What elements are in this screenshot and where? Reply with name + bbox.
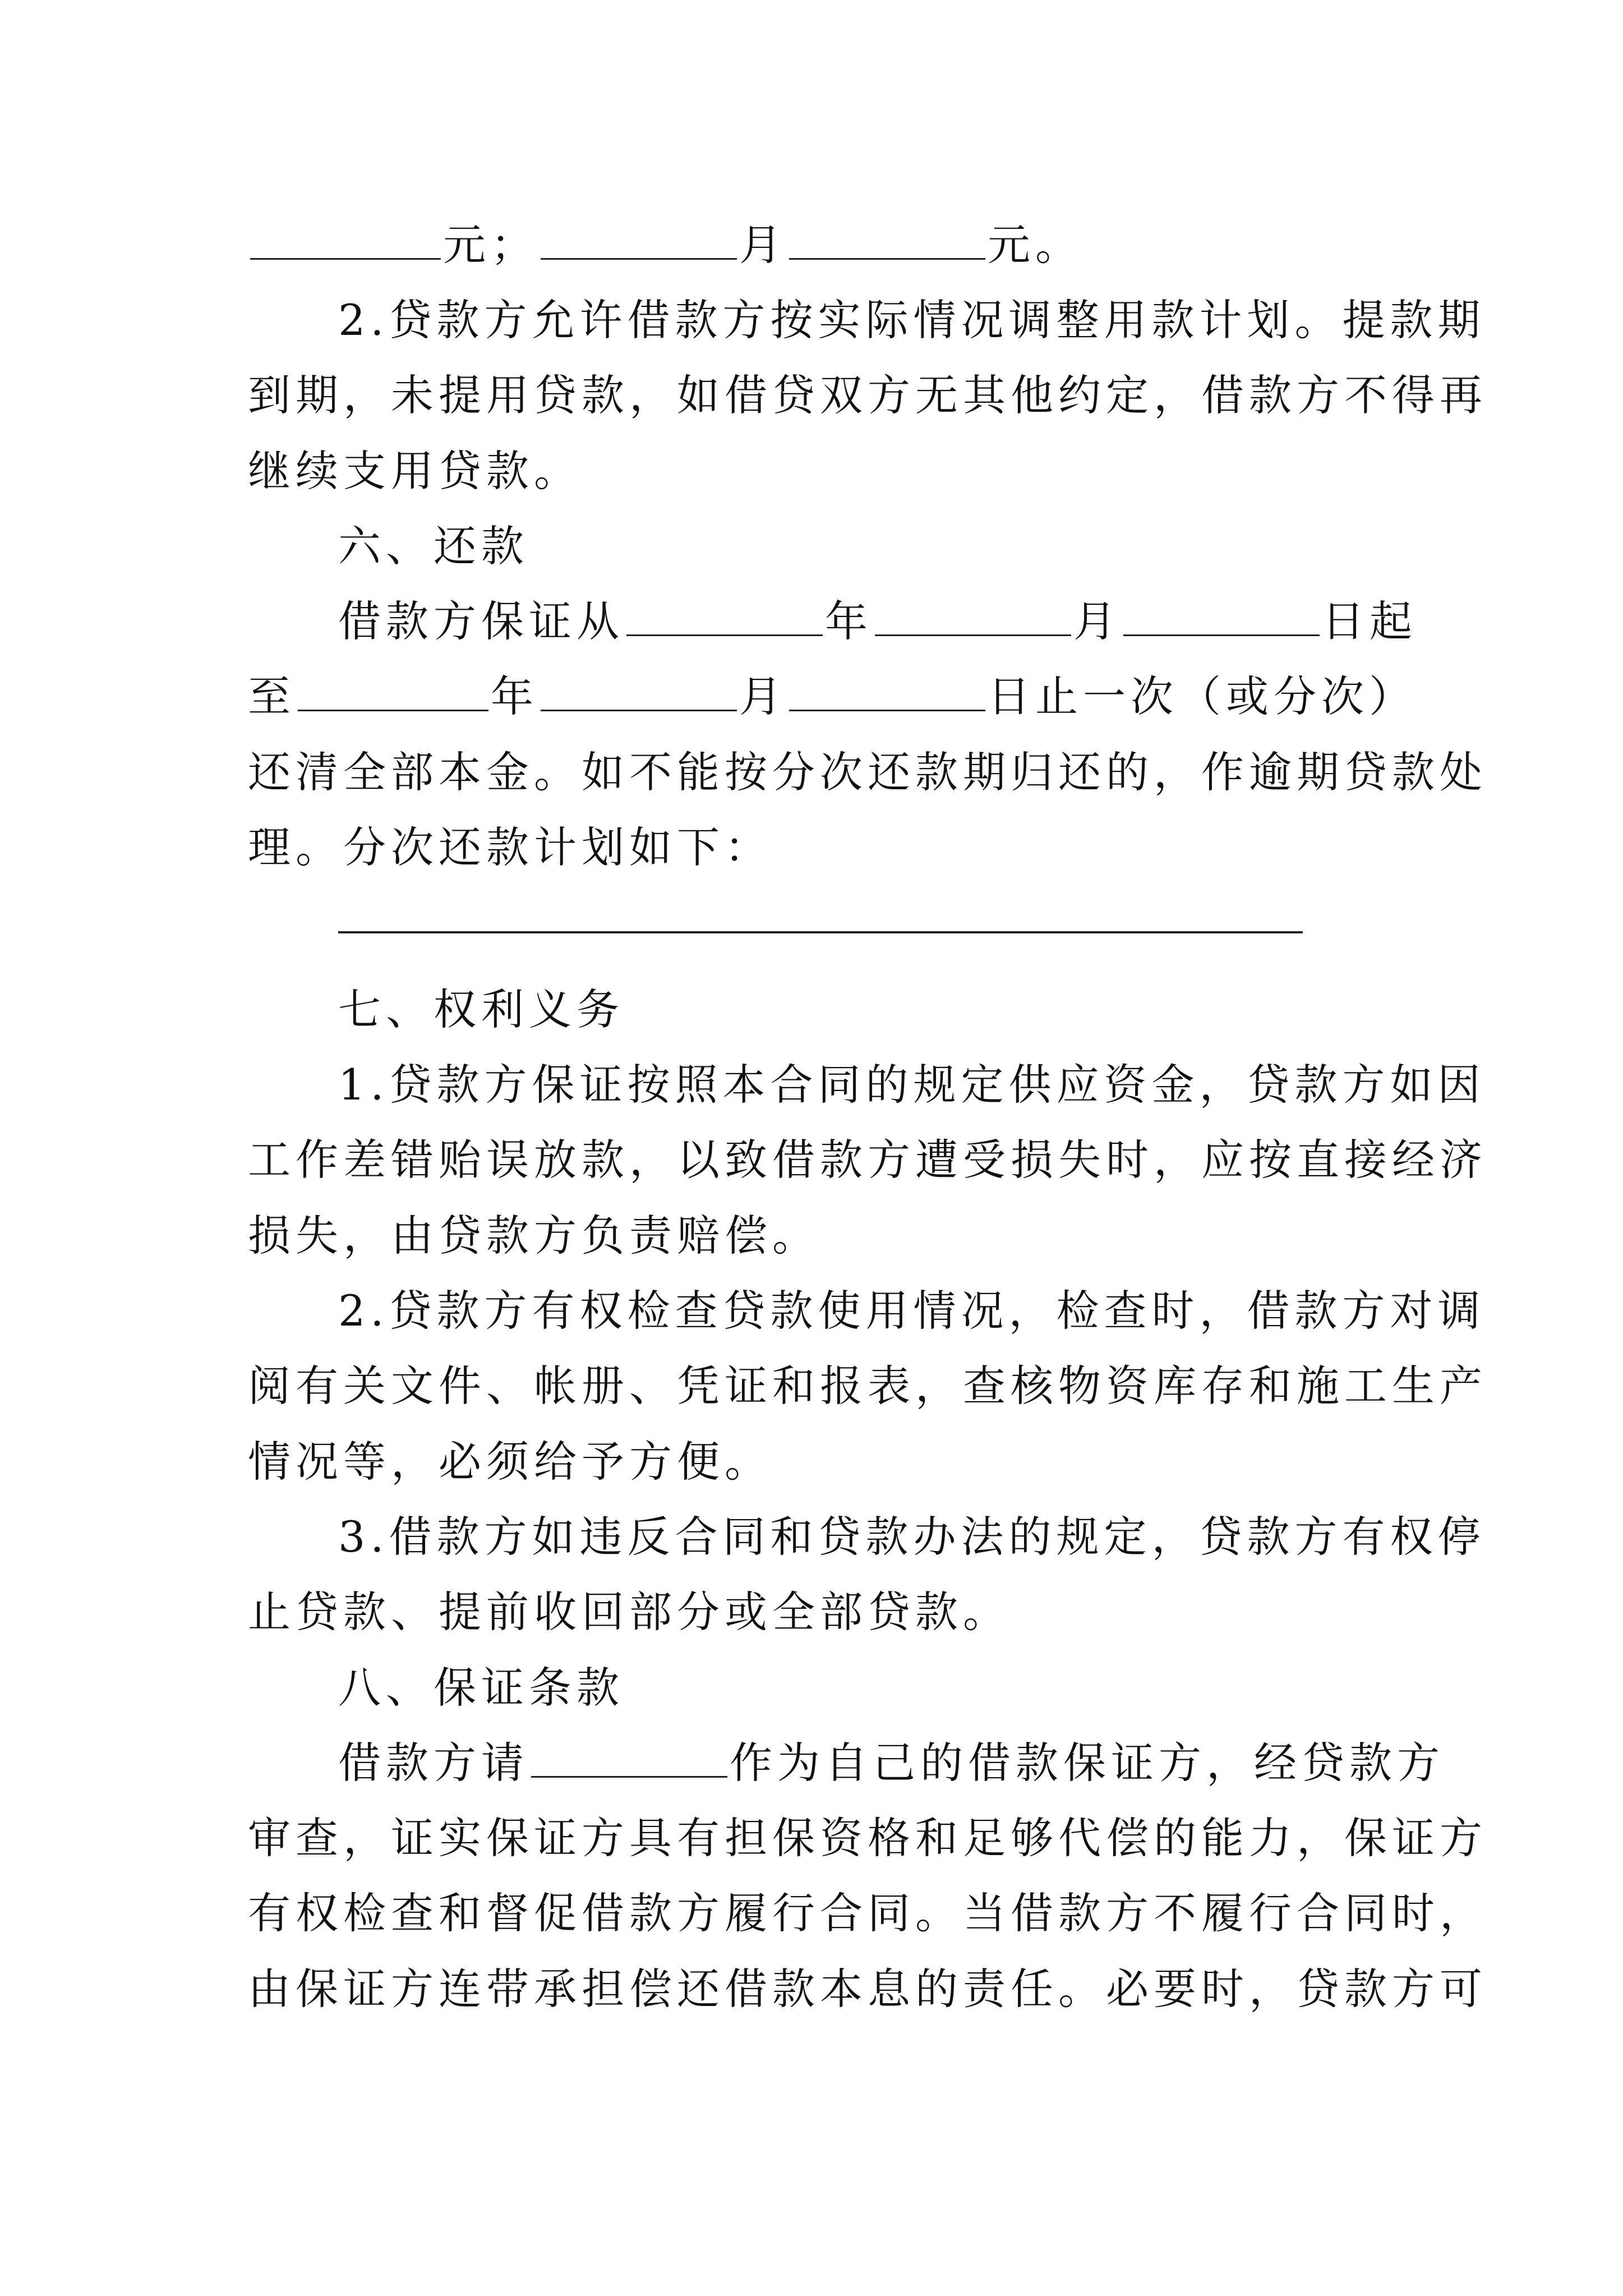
paragraph-line: 工作差错贻误放款，以致借款方遭受损失时，应按直接经济 (248, 1135, 1487, 1185)
text-fragment: 借款方保证从 (338, 596, 624, 646)
text-fragment: 日止一次（或分次） (988, 671, 1417, 721)
paragraph-line: 阅有关文件、帐册、凭证和报表，查核物资库存和施工生产 (248, 1361, 1487, 1411)
repayment-date-line (338, 593, 1482, 650)
guarantor-line (338, 1735, 1482, 1791)
paragraph-line: 到期，未提用贷款，如借贷双方无其他约定，借款方不得再 (248, 370, 1487, 420)
blank-field[interactable] (1123, 634, 1320, 636)
blank-field[interactable] (298, 709, 488, 711)
repayment-date-line (248, 669, 1417, 725)
text-fragment: 月 (1073, 596, 1121, 646)
paragraph-line: 有权检查和督促借款方履行合同。当借款方不履行合同时， (248, 1888, 1487, 1938)
blank-field[interactable] (789, 709, 985, 711)
blank-field[interactable] (875, 634, 1071, 636)
paragraph-line: 由保证方连带承担偿还借款本息的责任。必要时，贷款方可 (248, 1964, 1487, 2014)
text-fragment: 借款方请 (338, 1738, 529, 1788)
paragraph-line: 情况等，必须给予方便。 (248, 1437, 772, 1487)
paragraph-line: 2.贷款方允许借款方按实际情况调整用款计划。提款期 (338, 295, 1486, 345)
text-fragment: 日起 (1322, 596, 1417, 646)
text-fragment: 元。 (988, 220, 1083, 270)
paragraph-line: 3.借款方如违反合同和贷款办法的规定，贷款方有权停 (338, 1512, 1486, 1562)
section-heading: 七、权利义务 (338, 984, 624, 1034)
text-fragment: 月 (739, 671, 787, 721)
paragraph-line: 止贷款、提前收回部分或全部贷款。 (248, 1587, 1011, 1637)
paragraph-line: 继续支用贷款。 (248, 446, 582, 496)
paragraph-line: 1.贷款方保证按照本合同的规定供应资金，贷款方如因 (338, 1060, 1486, 1110)
paragraph-line: 理。分次还款计划如下： (248, 822, 772, 872)
blank-field[interactable] (541, 709, 737, 711)
blank-field[interactable] (531, 1775, 727, 1778)
section-heading: 六、还款 (338, 521, 529, 571)
repayment-plan-blank[interactable] (338, 931, 1303, 933)
section-heading: 八、保证条款 (338, 1663, 624, 1713)
text-fragment: 元； (443, 220, 538, 270)
blank-field[interactable] (541, 257, 737, 260)
paragraph-line: 损失，由贷款方负责赔偿。 (248, 1211, 820, 1260)
paragraph-line: 2.贷款方有权检查贷款使用情况，检查时，借款方对调 (338, 1286, 1486, 1336)
amount-schedule-line (248, 217, 1392, 273)
text-fragment: 作为自己的借款保证方，经贷款方 (730, 1738, 1445, 1788)
text-fragment: 年 (825, 596, 873, 646)
text-fragment: 至 (248, 671, 296, 721)
blank-field[interactable] (626, 634, 823, 636)
paragraph-line: 还清全部本金。如不能按分次还款期归还的，作逾期贷款处 (248, 747, 1487, 797)
text-fragment: 月 (739, 220, 787, 270)
blank-field[interactable] (789, 257, 985, 260)
paragraph-line: 审查，证实保证方具有担保资格和足够代偿的能力，保证方 (248, 1813, 1487, 1863)
text-fragment: 年 (491, 671, 538, 721)
blank-field[interactable] (250, 257, 441, 260)
